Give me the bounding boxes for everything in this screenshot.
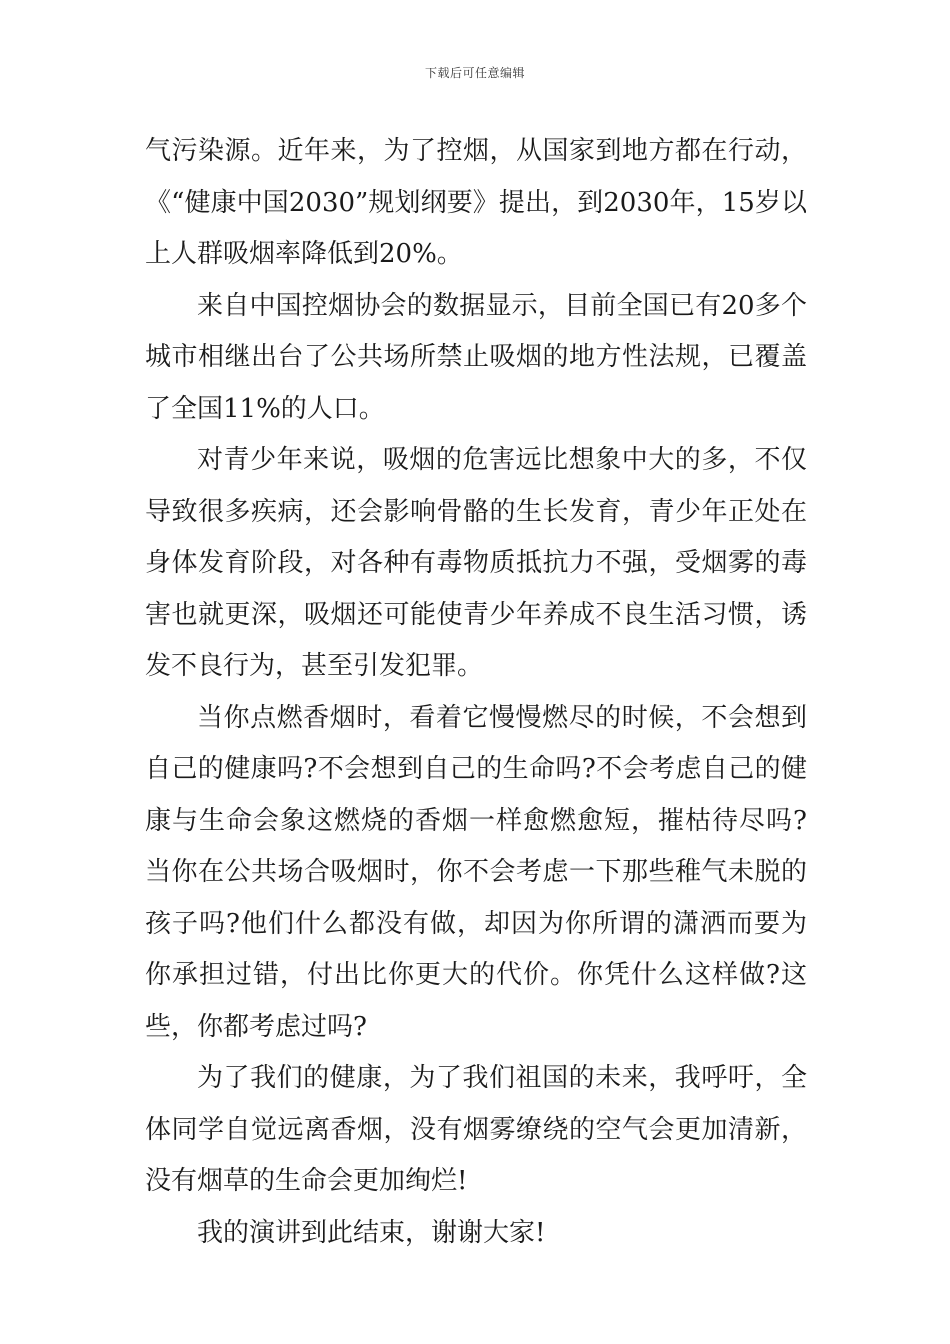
paragraph-6: 我的演讲到此结束，谢谢大家! (197, 1217, 546, 1248)
page-header-note: 下载后可任意编辑 (424, 66, 525, 80)
paragraph-3: 对青少年来说，吸烟的危害远比想象中大的多，不仅导致很多疾病，还会影响骨骼的生长发育，青少年正处在身体发育阶段，对各种有毒物质抵抗力不强，受烟雾的毒害也就更深，吸烟还可能使青少年养成不良生活习惯，诱发不良行为，甚至引发犯罪。 (145, 445, 807, 681)
paragraph-4: 当你点燃香烟时，看着它慢慢燃尽的时候，不会想到自己的健康吗?不会想到自己的生命吗?不会考虑自己的健康与生命会象这燃烧的香烟一样愈燃愈短，摧枯待尽吗?当你在公共场合吸烟时，你不会考虑一下那些稚气未脱的孩子吗?他们什么都没有做，却因为你所谓的潇洒而要为你承担过错，付出比你更大的代价。你凭什么这样做?这些，你都考虑过吗? (145, 702, 807, 1042)
paragraph-1: 气污染源。近年来，为了控烟，从国家到地方都在行动，《“健康中国2030”规划纲要》提出，到2030年，15岁以上人群吸烟率降低到20%。 (145, 136, 807, 269)
paragraph-5: 为了我们的健康，为了我们祖国的未来，我呼吁，全体同学自觉远离香烟，没有烟雾缭绕的空气会更加清新，没有烟草的生命会更加绚烂! (145, 1063, 807, 1196)
speech-body (145, 126, 807, 1259)
paragraph-2: 来自中国控烟协会的数据显示，目前全国已有20多个城市相继出台了公共场所禁止吸烟的地方性法规，已覆盖了全国11%的人口。 (145, 290, 807, 424)
